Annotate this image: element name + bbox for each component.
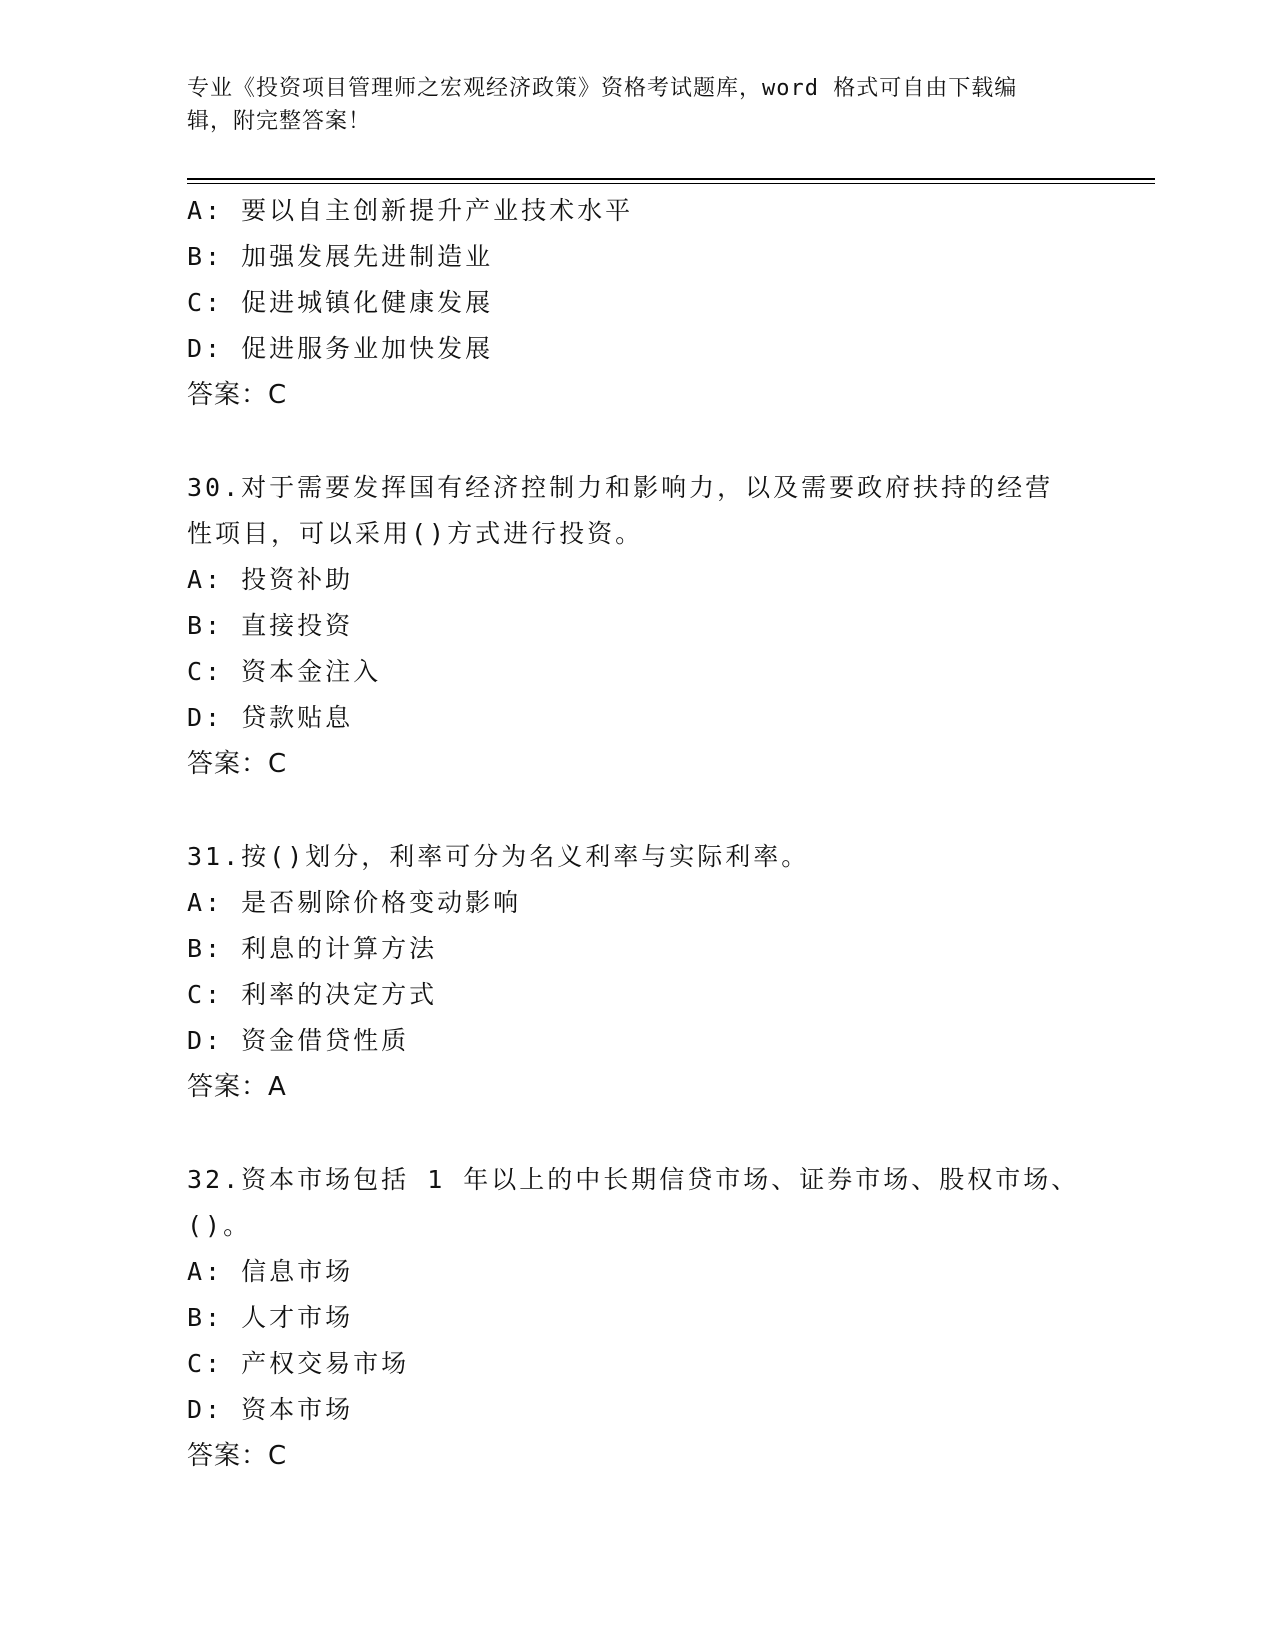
option-b: B: 加强发展先进制造业 [187, 242, 494, 271]
option-b: B: 直接投资 [187, 611, 354, 640]
option-d: D: 资金借贷性质 [187, 1026, 410, 1055]
option-a: A: 信息市场 [187, 1257, 354, 1286]
answer-label: 答案：C [187, 1441, 288, 1471]
answer-label: 答案：C [187, 380, 288, 410]
option-d: D: 促进服务业加快发展 [187, 334, 494, 363]
answer-label: 答案：A [187, 1072, 287, 1102]
header-divider-thin [187, 183, 1155, 184]
question-text: 32.资本市场包括 1 年以上的中长期信贷市场、证券市场、股权市场、 [187, 1165, 1080, 1194]
question-text: ()。 [187, 1211, 252, 1240]
option-d: D: 资本市场 [187, 1395, 354, 1424]
document-header [187, 72, 1067, 138]
question-block [187, 834, 1087, 1110]
header-line-2: 辑，附完整答案！ [187, 109, 372, 134]
question-block [187, 188, 1087, 418]
header-line-1: 专业《投资项目管理师之宏观经济政策》资格考试题库，word 格式可自由下载编 [187, 76, 1018, 101]
block-spacer [187, 1110, 1087, 1157]
option-c: C: 利率的决定方式 [187, 980, 438, 1009]
question-text: 30.对于需要发挥国有经济控制力和影响力，以及需要政府扶持的经营 [187, 473, 1054, 502]
block-spacer [187, 418, 1087, 465]
option-b: B: 利息的计算方法 [187, 934, 438, 963]
question-text: 31.按()划分，利率可分为名义利率与实际利率。 [187, 842, 810, 871]
option-d: D: 贷款贴息 [187, 703, 354, 732]
option-c: C: 促进城镇化健康发展 [187, 288, 494, 317]
block-spacer [187, 787, 1087, 834]
question-block [187, 465, 1087, 787]
question-text: 性项目，可以采用()方式进行投资。 [187, 519, 644, 548]
option-c: C: 产权交易市场 [187, 1349, 410, 1378]
option-a: A: 要以自主创新提升产业技术水平 [187, 196, 634, 225]
header-divider-thick [187, 178, 1155, 180]
option-b: B: 人才市场 [187, 1303, 354, 1332]
question-list [187, 188, 1087, 1479]
answer-label: 答案：C [187, 749, 288, 779]
option-a: A: 投资补助 [187, 565, 354, 594]
question-block [187, 1157, 1087, 1479]
option-c: C: 资本金注入 [187, 657, 382, 686]
option-a: A: 是否剔除价格变动影响 [187, 888, 522, 917]
